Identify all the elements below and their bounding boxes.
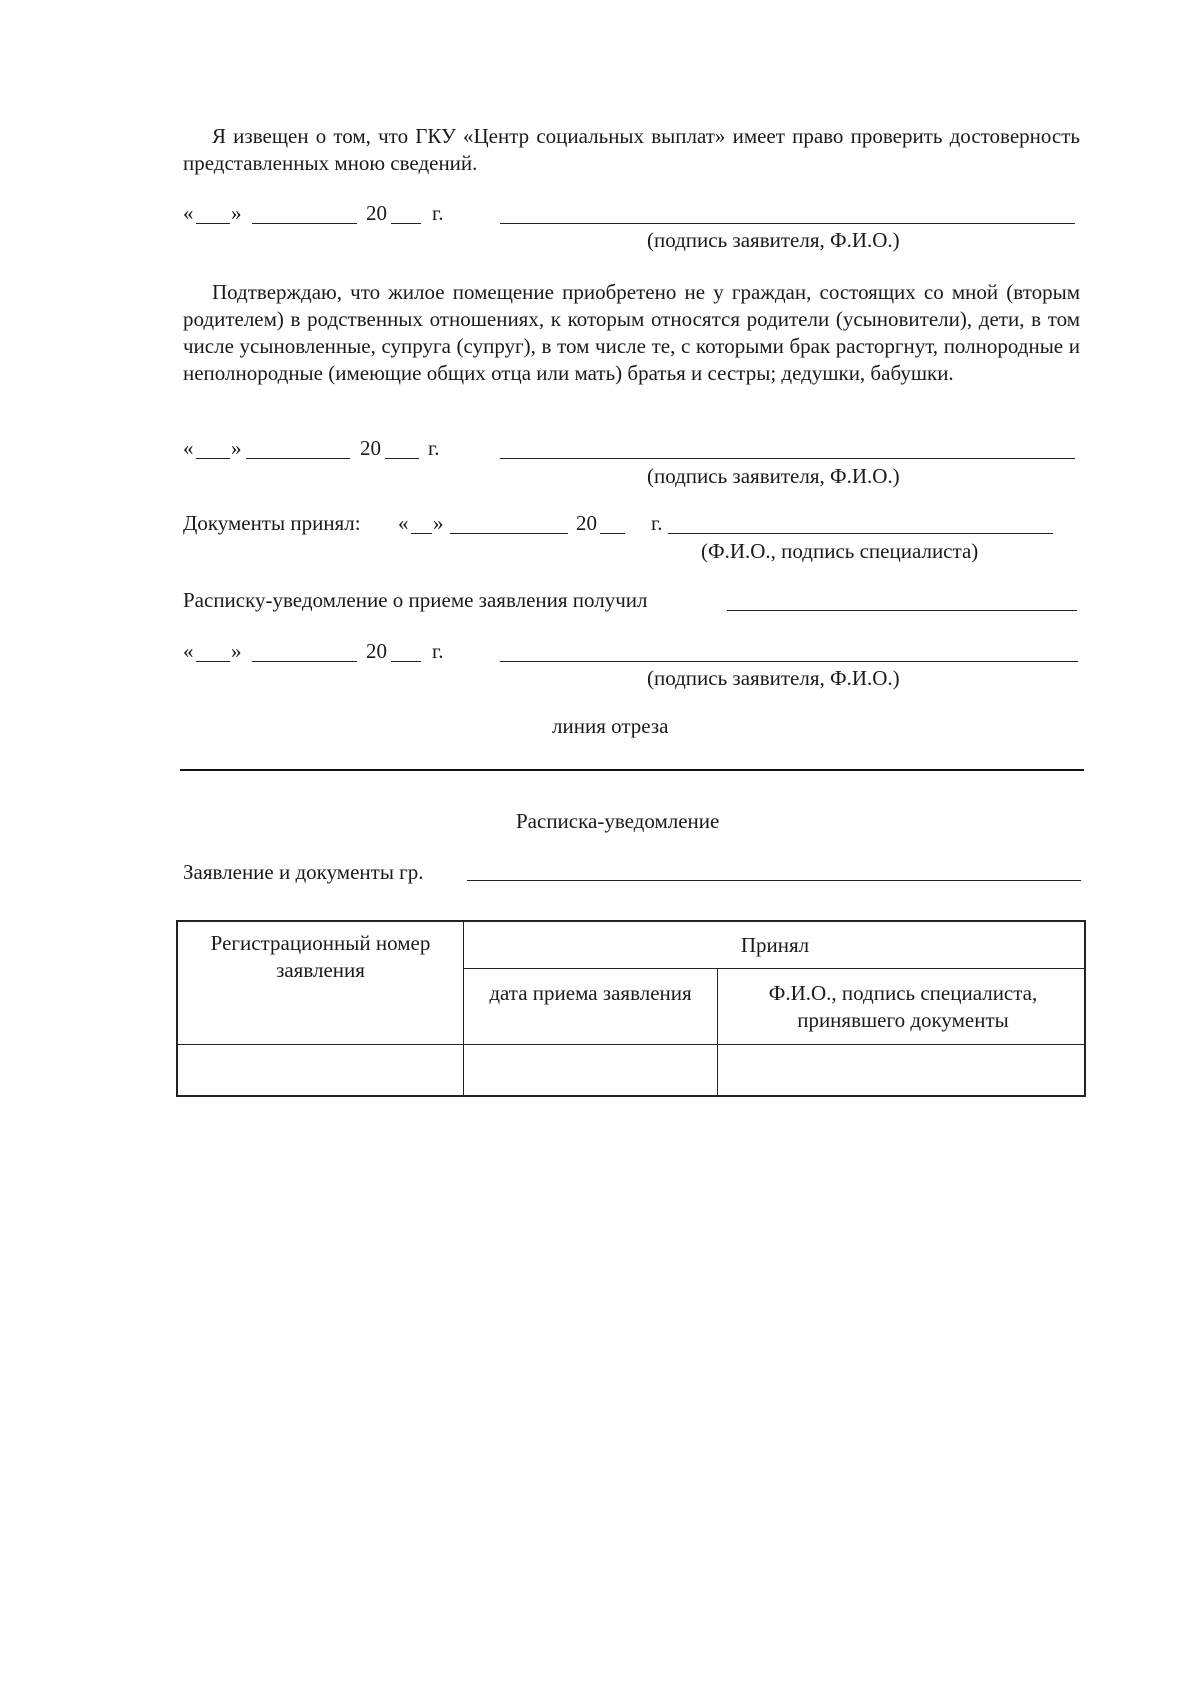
day-blank[interactable] <box>196 223 230 224</box>
col-specialist-header: Ф.И.О., подпись специалиста, принявшего документы <box>768 981 1038 1032</box>
day-blank[interactable] <box>196 661 230 662</box>
table-divider <box>463 968 1084 969</box>
month-blank[interactable] <box>252 223 357 224</box>
year-prefix: 20 <box>366 201 387 225</box>
cut-line <box>180 769 1084 771</box>
date-close-quote: » <box>231 201 242 225</box>
date-open-quote: « <box>183 436 194 460</box>
year-blank[interactable] <box>391 661 421 662</box>
receipt-received-label: Расписку-уведомление о приеме заявления получил <box>183 588 648 612</box>
date-close-quote: » <box>231 639 242 663</box>
cut-line-label: линия отреза <box>552 714 669 738</box>
date-close-quote: » <box>433 511 444 535</box>
cell-date[interactable] <box>464 1046 717 1095</box>
receiver-blank[interactable] <box>727 610 1077 611</box>
month-blank[interactable] <box>252 661 357 662</box>
cell-specialist[interactable] <box>718 1046 1084 1095</box>
year-blank[interactable] <box>385 458 419 459</box>
signature-caption: (подпись заявителя, Ф.И.О.) <box>647 666 900 690</box>
date-open-quote: « <box>183 639 194 663</box>
table-divider <box>178 1044 1084 1045</box>
specialist-caption: (Ф.И.О., подпись специалиста) <box>701 539 979 563</box>
applicant-blank[interactable] <box>467 880 1081 881</box>
cell-registration-number[interactable] <box>178 1046 463 1095</box>
receipt-table <box>176 920 1086 1097</box>
signature-blank[interactable] <box>500 458 1075 459</box>
accepted-label: Документы принял: <box>183 511 361 535</box>
date-open-quote: « <box>398 511 409 535</box>
year-suffix: г. <box>651 511 663 535</box>
receipt-title: Расписка-уведомление <box>516 809 720 833</box>
day-blank[interactable] <box>411 533 432 534</box>
signature-caption: (подпись заявителя, Ф.И.О.) <box>647 464 900 488</box>
day-blank[interactable] <box>196 458 230 459</box>
year-blank[interactable] <box>600 533 625 534</box>
notice-paragraph: Я извещен о том, что ГКУ «Центр социальных выплат» имеет право проверить достоверность представленных мною сведений. <box>183 124 1080 175</box>
year-suffix: г. <box>432 639 444 663</box>
year-suffix: г. <box>428 436 440 460</box>
applicant-label: Заявление и документы гр. <box>183 860 424 884</box>
confirmation-paragraph: Подтверждаю, что жилое помещение приобретено не у граждан, состоящих со мной (вторым родителем) в родственных отношениях, к которым относятся родители (усыновители), дети, в том числе усыновленные, супруга (супруг), в том числе те, с которыми брак расторгнут, полнородные и неполнородные (имеющие общих отца или мать) братья и сестры; дедушки, бабушки. <box>183 280 1080 385</box>
date-open-quote: « <box>183 201 194 225</box>
year-prefix: 20 <box>576 511 597 535</box>
col-registration-number-header: Регистрационный номер заявления <box>210 931 431 982</box>
year-prefix: 20 <box>366 639 387 663</box>
signature-blank[interactable] <box>500 223 1075 224</box>
specialist-blank[interactable] <box>668 533 1053 534</box>
signature-caption: (подпись заявителя, Ф.И.О.) <box>647 228 900 252</box>
month-blank[interactable] <box>450 533 568 534</box>
signature-blank[interactable] <box>500 661 1078 662</box>
month-blank[interactable] <box>246 458 350 459</box>
year-prefix: 20 <box>360 436 381 460</box>
year-blank[interactable] <box>391 223 421 224</box>
date-close-quote: » <box>231 436 242 460</box>
col-date-header: дата приема заявления <box>489 981 692 1005</box>
year-suffix: г. <box>432 201 444 225</box>
group-accepted-header: Принял <box>740 933 810 957</box>
